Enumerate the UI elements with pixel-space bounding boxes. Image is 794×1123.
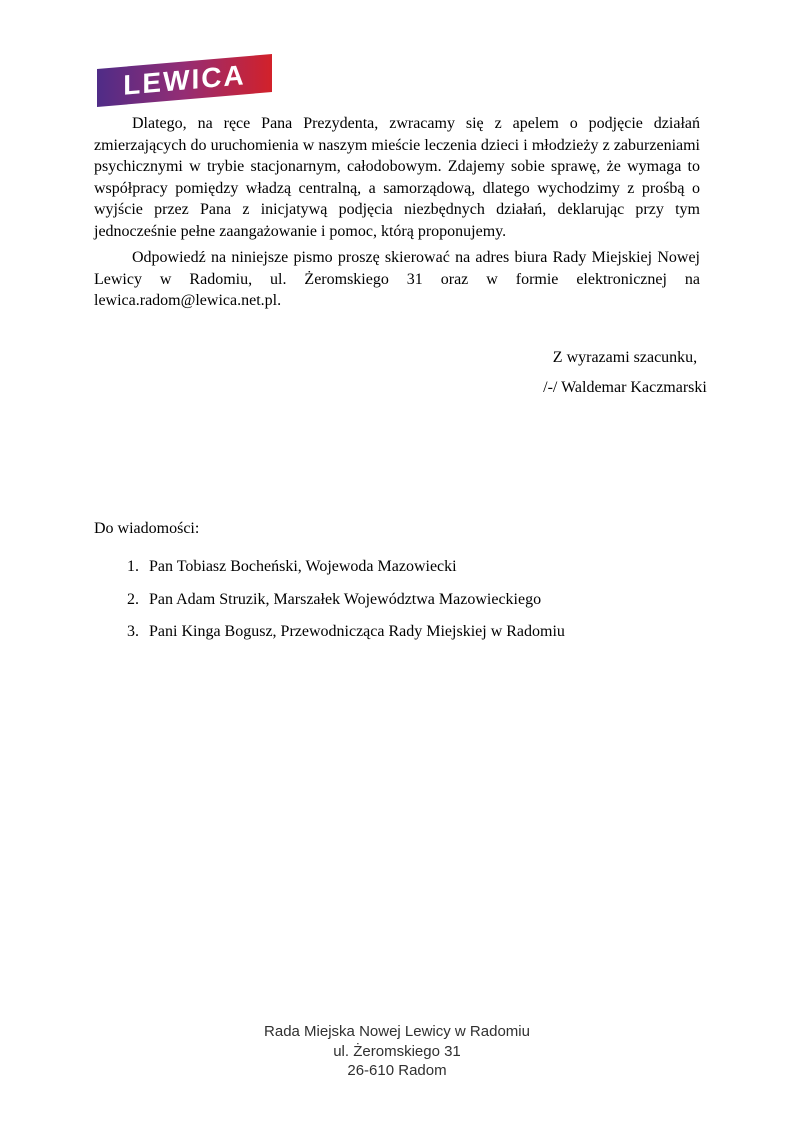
- footer-address: [0, 1022, 794, 1081]
- distribution-section: [0, 518, 794, 643]
- footer-organization: Rada Miejska Nowej Lewicy w Radomiu: [264, 1023, 530, 1040]
- lewica-logo-text: LEWICA: [123, 59, 246, 101]
- signer-name: /-/ Waldemar Kaczmarski: [543, 379, 707, 396]
- distribution-item-przewodniczaca: 3. Pani Kinga Bogusz, Przewodnicząca Rady Miejskiej w Radomiu: [143, 621, 700, 643]
- footer-street: ul. Żeromskiego 31: [333, 1042, 461, 1060]
- distribution-item-wojewoda: 1. Pan Tobiasz Bocheński, Wojewoda Mazowiecki: [143, 556, 700, 578]
- paragraph-appeal: Dlatego, na ręce Pana Prezydenta, zwracamy się z apelem o podjęcie działań zmierzających do uruchomienia w naszym mieście leczenia dzieci i młodzieży z zaburzeniami psychicznymi w trybie stacjonarnym, całodobowym. Zdajemy sobie sprawę, że wymaga to współpracy pomiędzy władzą centralną, a samorządową, dlatego wychodzimy z prośbą o wyjście przez Pana z inicjatywą podjęcia niezbędnych działań, deklarując przy tym jednocześnie pełne zaangażowanie i pomoc, którą proponujemy.: [94, 115, 700, 240]
- distribution-item-marszalek: 2. Pan Adam Struzik, Marszałek Województwa Mazowieckiego: [143, 589, 700, 611]
- paragraph-reply-address: Odpowiedź na niniejsze pismo proszę skierować na adres biura Rady Miejskiej Nowej Lewicy w Radomiu, ul. Żeromskiego 31 oraz w formie elektronicznej na lewica.radom@lewica.net.pl.: [94, 249, 700, 309]
- distribution-heading: Do wiadomości:: [94, 519, 200, 537]
- distribution-list: [94, 556, 700, 643]
- closing-phrase: Z wyrazami szacunku,: [552, 348, 698, 366]
- signature-block: [455, 347, 794, 399]
- letter-body: [0, 0, 794, 312]
- footer-city: 26-610 Radom: [347, 1062, 447, 1079]
